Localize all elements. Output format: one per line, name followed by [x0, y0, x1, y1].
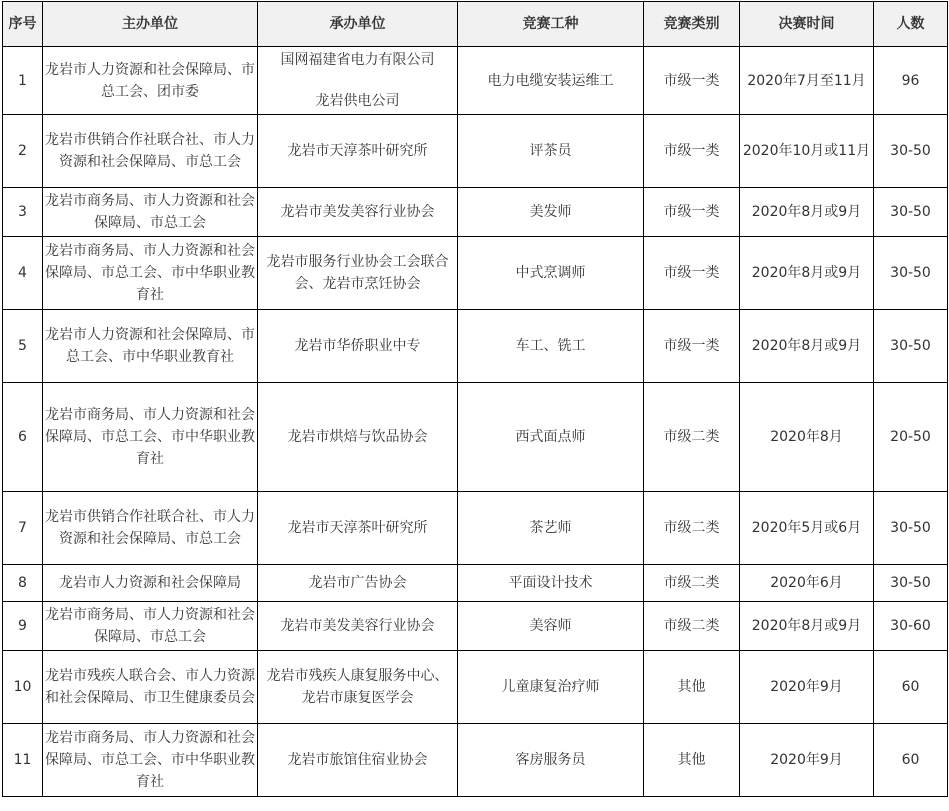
- cell-final-time: 2020年8月或9月: [740, 188, 874, 237]
- cell-host: 龙岩市残疾人联合会、市人力资源和社会保障局、市卫生健康委员会: [43, 651, 258, 724]
- cell-organizer: 龙岩市美发美容行业协会: [258, 188, 458, 237]
- cell-count: 30-50: [874, 565, 948, 602]
- header-row: [3, 2, 948, 47]
- cell-category: 市级一类: [644, 47, 740, 115]
- cell-category: 市级一类: [644, 310, 740, 383]
- header-no: 序号: [3, 2, 43, 47]
- cell-organizer: 龙岩市服务行业协会工会联合会、龙岩市烹饪协会: [258, 237, 458, 310]
- cell-host: 龙岩市商务局、市人力资源和社会保障局、市总工会: [43, 602, 258, 651]
- cell-trade: 美发师: [458, 188, 644, 237]
- table-row: [3, 237, 948, 310]
- cell-organizer: 龙岩市天淳茶叶研究所: [258, 492, 458, 565]
- cell-trade: 车工、铣工: [458, 310, 644, 383]
- cell-host: 龙岩市商务局、市人力资源和社会保障局、市总工会、市中华职业教育社: [43, 383, 258, 492]
- cell-count: 30-50: [874, 492, 948, 565]
- cell-no: 9: [3, 602, 43, 651]
- cell-trade: 西式面点师: [458, 383, 644, 492]
- cell-final-time: 2020年8月或9月: [740, 237, 874, 310]
- cell-trade: 儿童康复治疗师: [458, 651, 644, 724]
- cell-count: 30-50: [874, 115, 948, 188]
- table-row: [3, 724, 948, 797]
- cell-host: 龙岩市供销合作社联合社、市人力资源和社会保障局、市总工会: [43, 115, 258, 188]
- cell-final-time: 2020年10月或11月: [740, 115, 874, 188]
- cell-count: 30-50: [874, 237, 948, 310]
- table-row: [3, 115, 948, 188]
- header-trade: 竞赛工种: [458, 2, 644, 47]
- table-row: [3, 310, 948, 383]
- cell-category: 其他: [644, 724, 740, 797]
- cell-host: 龙岩市人力资源和社会保障局、市总工会、市中华职业教育社: [43, 310, 258, 383]
- cell-host: 龙岩市商务局、市人力资源和社会保障局、市总工会、市中华职业教育社: [43, 724, 258, 797]
- cell-no: 6: [3, 383, 43, 492]
- cell-host: 龙岩市人力资源和社会保障局: [43, 565, 258, 602]
- cell-final-time: 2020年7月至11月: [740, 47, 874, 115]
- cell-organizer: 龙岩市美发美容行业协会: [258, 602, 458, 651]
- cell-no: 3: [3, 188, 43, 237]
- organizer-line: 国网福建省电力有限公司: [280, 52, 435, 68]
- cell-no: 7: [3, 492, 43, 565]
- cell-final-time: 2020年9月: [740, 724, 874, 797]
- header-host: 主办单位: [43, 2, 258, 47]
- table-row: [3, 651, 948, 724]
- cell-final-time: 2020年9月: [740, 651, 874, 724]
- cell-host: 龙岩市供销合作社联合社、市人力资源和社会保障局、市总工会: [43, 492, 258, 565]
- cell-trade: 电力电缆安装运维工: [458, 47, 644, 115]
- cell-category: 市级一类: [644, 237, 740, 310]
- cell-no: 10: [3, 651, 43, 724]
- table-row: [3, 188, 948, 237]
- cell-category: 市级二类: [644, 565, 740, 602]
- header-organizer: 承办单位: [258, 2, 458, 47]
- cell-trade: 茶艺师: [458, 492, 644, 565]
- cell-final-time: 2020年6月: [740, 565, 874, 602]
- cell-count: 30-50: [874, 310, 948, 383]
- cell-category: 市级二类: [644, 602, 740, 651]
- cell-trade: 中式烹调师: [458, 237, 644, 310]
- cell-organizer: 龙岩市华侨职业中专: [258, 310, 458, 383]
- cell-no: 2: [3, 115, 43, 188]
- cell-host: 龙岩市商务局、市人力资源和社会保障局、市总工会、市中华职业教育社: [43, 237, 258, 310]
- cell-no: 4: [3, 237, 43, 310]
- cell-count: 30-60: [874, 602, 948, 651]
- cell-category: 其他: [644, 651, 740, 724]
- cell-count: 20-50: [874, 383, 948, 492]
- cell-final-time: 2020年5月或6月: [740, 492, 874, 565]
- cell-trade: 客房服务员: [458, 724, 644, 797]
- competition-table: [2, 1, 948, 797]
- cell-trade: 美容师: [458, 602, 644, 651]
- cell-organizer: 龙岩市天淳茶叶研究所: [258, 115, 458, 188]
- table-row: [3, 565, 948, 602]
- cell-category: 市级二类: [644, 492, 740, 565]
- cell-trade: 平面设计技术: [458, 565, 644, 602]
- cell-organizer: 龙岩市残疾人康复服务中心、龙岩市康复医学会: [258, 651, 458, 724]
- cell-host: 龙岩市商务局、市人力资源和社会保障局、市总工会: [43, 188, 258, 237]
- header-category: 竞赛类别: [644, 2, 740, 47]
- organizer-line: 龙岩供电公司: [315, 93, 400, 109]
- cell-count: 96: [874, 47, 948, 115]
- cell-host: 龙岩市人力资源和社会保障局、市总工会、团市委: [43, 47, 258, 115]
- cell-category: 市级一类: [644, 188, 740, 237]
- cell-count: 30-50: [874, 188, 948, 237]
- cell-final-time: 2020年8月: [740, 383, 874, 492]
- cell-no: 5: [3, 310, 43, 383]
- cell-organizer: [258, 47, 458, 115]
- table-row: [3, 47, 948, 115]
- cell-final-time: 2020年8月或9月: [740, 602, 874, 651]
- table-row: [3, 383, 948, 492]
- cell-organizer: 龙岩市旅馆住宿业协会: [258, 724, 458, 797]
- cell-count: 60: [874, 651, 948, 724]
- cell-organizer: 龙岩市广告协会: [258, 565, 458, 602]
- cell-organizer: 龙岩市烘焙与饮品协会: [258, 383, 458, 492]
- header-final-time: 决赛时间: [740, 2, 874, 47]
- cell-category: 市级一类: [644, 115, 740, 188]
- cell-category: 市级二类: [644, 383, 740, 492]
- cell-no: 1: [3, 47, 43, 115]
- table-row: [3, 602, 948, 651]
- cell-trade: 评茶员: [458, 115, 644, 188]
- cell-count: 60: [874, 724, 948, 797]
- table-row: [3, 492, 948, 565]
- cell-no: 8: [3, 565, 43, 602]
- cell-final-time: 2020年8月或9月: [740, 310, 874, 383]
- header-count: 人数: [874, 2, 948, 47]
- cell-no: 11: [3, 724, 43, 797]
